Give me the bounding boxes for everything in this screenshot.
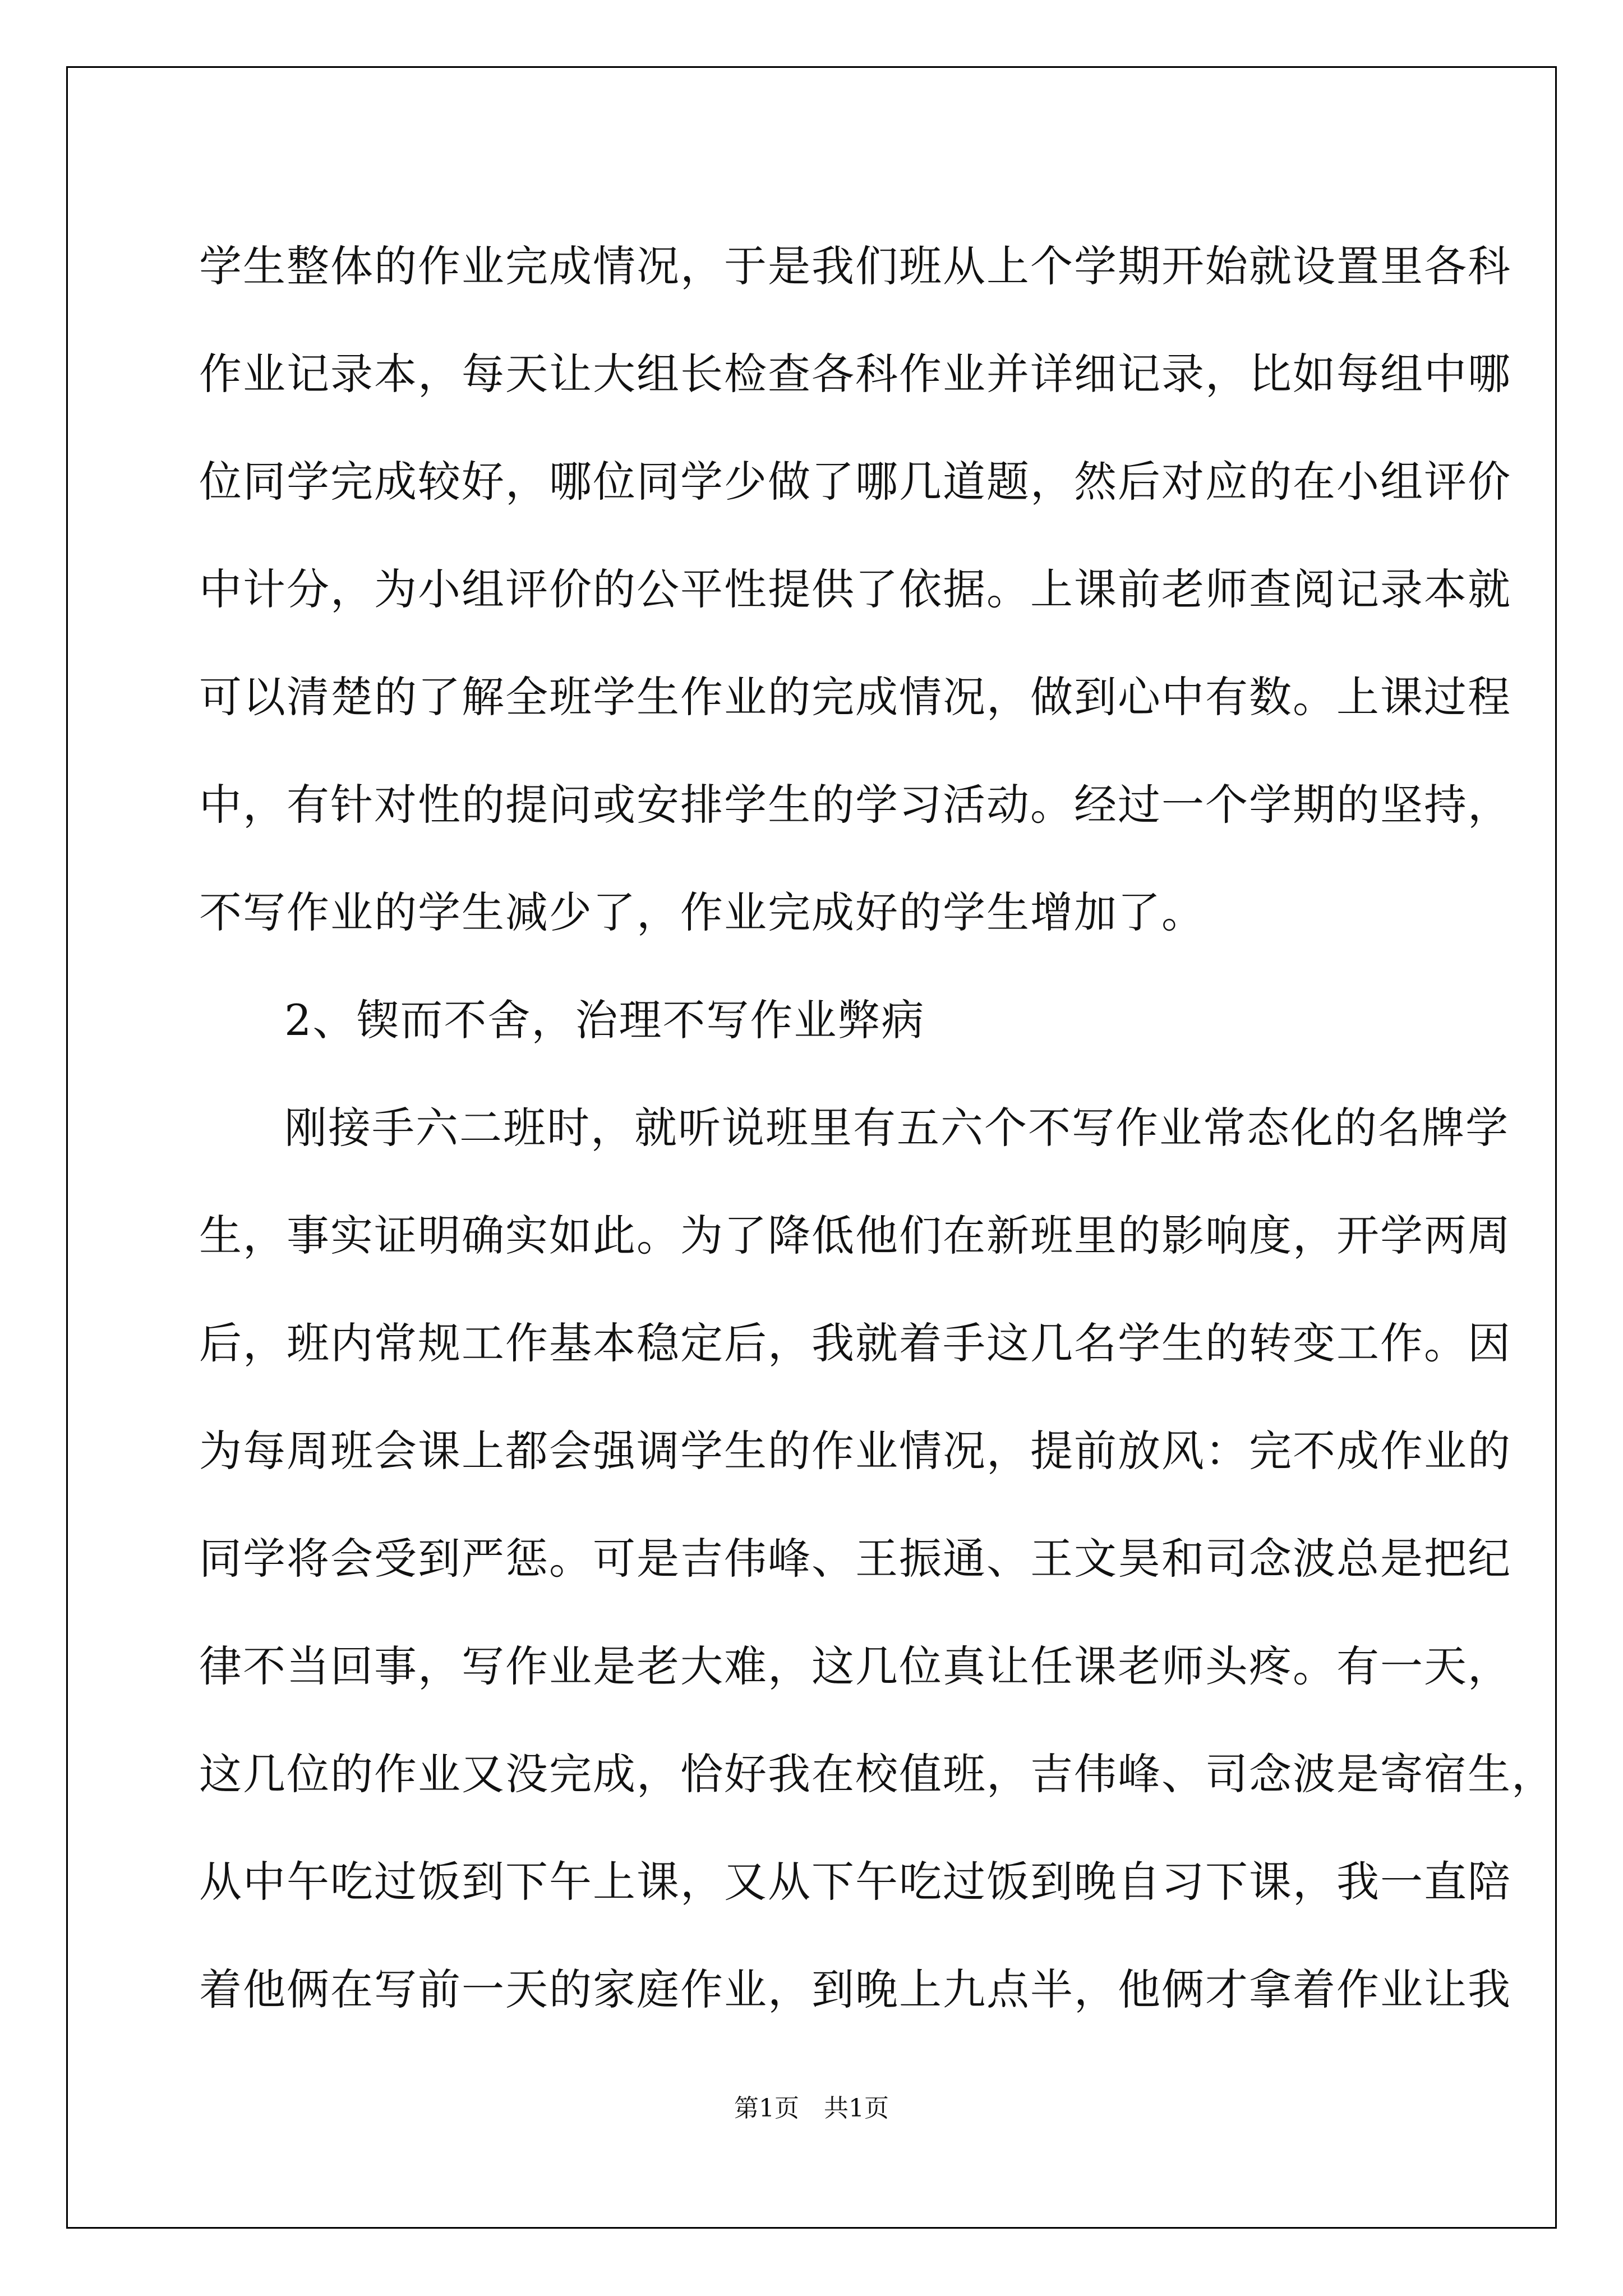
- text-line-15: 这几位的作业又没完成，恰好我在校值班，吉伟峰、司念波是寄宿生，: [199, 1749, 1555, 1799]
- text-line-13: 同学将会受到严惩。可是吉伟峰、王振通、王文昊和司念波总是把纪: [199, 1534, 1511, 1584]
- section-heading: 2、锲而不舍，治理不写作业弊病: [284, 995, 925, 1045]
- text-line-14: 律不当回事，写作业是老大难，这几位真让任课老师头疼。有一天，: [199, 1641, 1511, 1691]
- text-line-2: 作业记录本，每天让大组长检查各科作业并详细记录，比如每组中哪: [199, 349, 1511, 399]
- text-line-12: 为每周班会课上都会强调学生的作业情况，提前放风：完不成作业的: [199, 1426, 1511, 1476]
- text-line-6: 中，有针对性的提问或安排学生的学习活动。经过一个学期的坚持，: [199, 780, 1511, 830]
- text-line-11: 后，班内常规工作基本稳定后，我就着手这几名学生的转变工作。因: [199, 1318, 1511, 1368]
- text-line-3: 位同学完成较好，哪位同学少做了哪几道题，然后对应的在小组评价: [199, 457, 1511, 507]
- text-line-4: 中计分，为小组评价的公平性提供了依据。上课前老师查阅记录本就: [199, 564, 1511, 614]
- page-footer: [0, 2088, 1623, 2124]
- text-line-16: 从中午吃过饭到下午上课，又从下午吃过饭到晚自习下课，我一直陪: [199, 1857, 1511, 1907]
- text-line-10: 生，事实证明确实如此。为了降低他们在新班里的影响度，开学两周: [199, 1211, 1511, 1260]
- text-line-1: 学生整体的作业完成情况，于是我们班从上个学期开始就设置里各科: [199, 241, 1511, 291]
- text-line-5: 可以清楚的了解全班学生作业的完成情况，做到心中有数。上课过程: [199, 672, 1511, 722]
- text-line-17: 着他俩在写前一天的家庭作业，到晚上九点半，他俩才拿着作业让我: [199, 1964, 1511, 2014]
- text-line-9: 刚接手六二班时，就听说班里有五六个不写作业常态化的名牌学: [284, 1103, 1509, 1153]
- text-line-7: 不写作业的学生减少了，作业完成好的学生增加了。: [199, 887, 1205, 937]
- page-number: 第1页: [734, 2094, 799, 2123]
- page-total: 共1页: [824, 2094, 889, 2123]
- document-body: [199, 213, 1555, 2044]
